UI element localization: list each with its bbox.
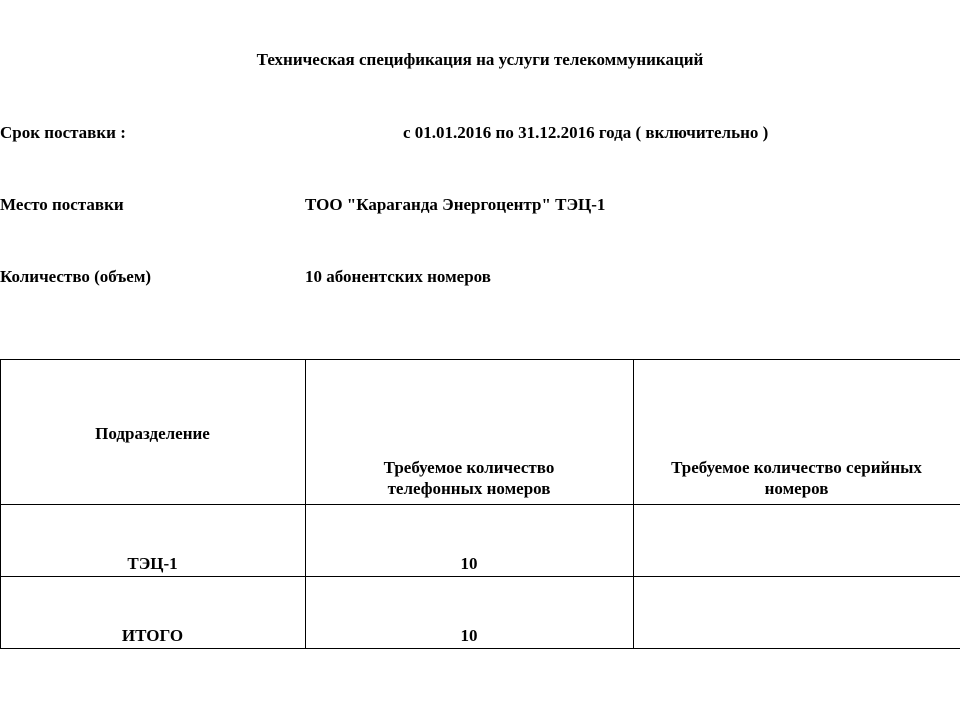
header-division: Подразделение bbox=[95, 424, 210, 443]
quantity-value: 10 абонентских номеров bbox=[305, 267, 491, 286]
document-title: Техническая спецификация на услуги телекоммуникаций bbox=[256, 50, 704, 69]
table-divider-2 bbox=[633, 359, 634, 649]
header-phone-quantity bbox=[305, 457, 633, 499]
header-phone-quantity-line-1: Требуемое количество bbox=[383, 458, 555, 477]
delivery-place-value: ТОО "Караганда Энергоцентр" ТЭЦ-1 bbox=[305, 195, 606, 214]
header-serial-quantity-line-2: номеров bbox=[764, 479, 829, 498]
table-row-total-phone-quantity: 10 bbox=[460, 626, 478, 645]
header-phone-quantity-line-2: телефонных номеров bbox=[387, 479, 551, 498]
table-border-top bbox=[0, 359, 960, 360]
table-row-1-division: ТЭЦ-1 bbox=[127, 554, 178, 573]
delivery-place-label: Место поставки bbox=[0, 195, 124, 214]
table-row-1-phone-quantity: 10 bbox=[460, 554, 478, 573]
table-divider-1 bbox=[305, 359, 306, 649]
header-serial-quantity bbox=[633, 457, 960, 499]
table-border-header-bottom bbox=[0, 504, 960, 505]
delivery-term-label: Срок поставки : bbox=[0, 123, 126, 142]
table-border-row-1 bbox=[0, 576, 960, 577]
table-row-total-division: ИТОГО bbox=[121, 626, 184, 645]
delivery-term-value: с 01.01.2016 по 31.12.2016 года ( включительно ) bbox=[403, 123, 769, 142]
quantity-label: Количество (объем) bbox=[0, 267, 152, 286]
specification-table bbox=[0, 359, 960, 649]
table-border-bottom bbox=[0, 648, 960, 649]
table-border-left bbox=[0, 359, 1, 649]
header-serial-quantity-line-1: Требуемое количество серийных bbox=[671, 458, 922, 477]
